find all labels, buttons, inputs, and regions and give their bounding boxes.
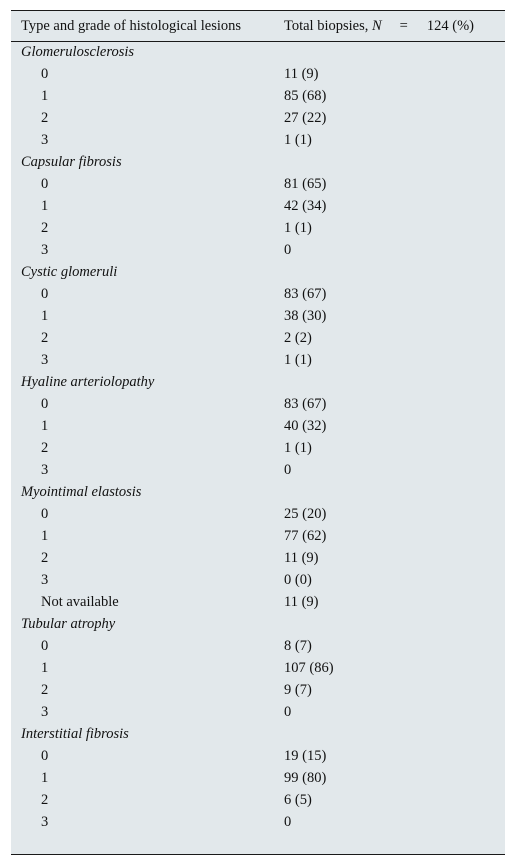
count-cell: 81 (65) bbox=[284, 176, 327, 192]
grade-cell: 2 bbox=[41, 682, 49, 698]
grade-cell: 2 bbox=[41, 220, 49, 236]
grade-cell: 1 bbox=[41, 88, 49, 104]
count-cell: 0 bbox=[284, 814, 292, 830]
table-body bbox=[11, 42, 505, 834]
table-row bbox=[11, 64, 505, 86]
section-row bbox=[11, 724, 505, 746]
table-row bbox=[11, 350, 505, 372]
count-cell: 107 (86) bbox=[284, 660, 334, 676]
section-row bbox=[11, 262, 505, 284]
grade-cell: 3 bbox=[41, 814, 49, 830]
section-row bbox=[11, 614, 505, 636]
section-row bbox=[11, 42, 505, 64]
table-row bbox=[11, 108, 505, 130]
grade-cell: 1 bbox=[41, 660, 49, 676]
table-row bbox=[11, 592, 505, 614]
grade-cell: 3 bbox=[41, 352, 49, 368]
count-cell: 6 (5) bbox=[284, 792, 312, 808]
count-cell: 8 (7) bbox=[284, 638, 312, 654]
header-total-var: N bbox=[372, 18, 382, 34]
count-cell: 25 (20) bbox=[284, 506, 327, 522]
grade-cell: 1 bbox=[41, 418, 49, 434]
count-cell: 1 (1) bbox=[284, 352, 312, 368]
grade-cell: 1 bbox=[41, 770, 49, 786]
table-row bbox=[11, 702, 505, 724]
count-cell: 99 (80) bbox=[284, 770, 327, 786]
header-lesion-type: Type and grade of histological lesions bbox=[21, 18, 242, 34]
grade-cell: 3 bbox=[41, 242, 49, 258]
count-cell: 42 (34) bbox=[284, 198, 327, 214]
table-row bbox=[11, 812, 505, 834]
section-title: Cystic glomeruli bbox=[21, 264, 118, 280]
grade-cell: 0 bbox=[41, 286, 49, 302]
grade-cell: 3 bbox=[41, 132, 49, 148]
grade-cell: 0 bbox=[41, 66, 49, 82]
count-cell: 9 (7) bbox=[284, 682, 312, 698]
table-row bbox=[11, 394, 505, 416]
table-row bbox=[11, 86, 505, 108]
table-header bbox=[11, 11, 505, 42]
table-row bbox=[11, 174, 505, 196]
section-row bbox=[11, 372, 505, 394]
count-cell: 85 (68) bbox=[284, 88, 327, 104]
count-cell: 1 (1) bbox=[284, 220, 312, 236]
grade-cell: 2 bbox=[41, 330, 49, 346]
count-cell: 11 (9) bbox=[284, 550, 319, 566]
section-row bbox=[11, 482, 505, 504]
table-row bbox=[11, 416, 505, 438]
table-row bbox=[11, 636, 505, 658]
section-title: Capsular fibrosis bbox=[21, 154, 122, 170]
grade-cell: 2 bbox=[41, 550, 49, 566]
count-cell: 19 (15) bbox=[284, 748, 327, 764]
section-title: Myointimal elastosis bbox=[21, 484, 142, 500]
table-row bbox=[11, 504, 505, 526]
count-cell: 11 (9) bbox=[284, 66, 319, 82]
header-total-eq: = bbox=[399, 18, 408, 34]
grade-cell: 0 bbox=[41, 396, 49, 412]
grade-cell: 3 bbox=[41, 572, 49, 588]
grade-cell: 1 bbox=[41, 198, 49, 214]
table-row bbox=[11, 306, 505, 328]
grade-cell: 0 bbox=[41, 748, 49, 764]
count-cell: 1 (1) bbox=[284, 440, 312, 456]
count-cell: 27 (22) bbox=[284, 110, 327, 126]
grade-cell: 0 bbox=[41, 638, 49, 654]
header-total-biopsies bbox=[284, 18, 474, 35]
table-row bbox=[11, 218, 505, 240]
count-cell: 1 (1) bbox=[284, 132, 312, 148]
count-cell: 0 bbox=[284, 242, 292, 258]
table-row bbox=[11, 548, 505, 570]
histology-table bbox=[11, 10, 505, 855]
grade-cell: 2 bbox=[41, 440, 49, 456]
table-row bbox=[11, 328, 505, 350]
grade-cell: Not available bbox=[41, 594, 119, 610]
count-cell: 0 bbox=[284, 704, 292, 720]
count-cell: 40 (32) bbox=[284, 418, 327, 434]
count-cell: 11 (9) bbox=[284, 594, 319, 610]
table-row bbox=[11, 240, 505, 262]
grade-cell: 2 bbox=[41, 110, 49, 126]
header-total-suffix: 124 (%) bbox=[426, 18, 474, 34]
table-row bbox=[11, 746, 505, 768]
grade-cell: 1 bbox=[41, 308, 49, 324]
table-row bbox=[11, 130, 505, 152]
count-cell: 83 (67) bbox=[284, 396, 327, 412]
table-row bbox=[11, 284, 505, 306]
table-row bbox=[11, 570, 505, 592]
count-cell: 83 (67) bbox=[284, 286, 327, 302]
grade-cell: 2 bbox=[41, 792, 49, 808]
count-cell: 0 bbox=[284, 462, 292, 478]
section-row bbox=[11, 152, 505, 174]
section-title: Interstitial fibrosis bbox=[21, 726, 129, 742]
table-row bbox=[11, 658, 505, 680]
table-row bbox=[11, 790, 505, 812]
grade-cell: 0 bbox=[41, 506, 49, 522]
table-row bbox=[11, 680, 505, 702]
section-title: Hyaline arteriolopathy bbox=[21, 374, 155, 390]
table-row bbox=[11, 768, 505, 790]
table-row bbox=[11, 438, 505, 460]
section-title: Glomerulosclerosis bbox=[21, 44, 135, 60]
count-cell: 77 (62) bbox=[284, 528, 327, 544]
table-row bbox=[11, 196, 505, 218]
table-row bbox=[11, 460, 505, 482]
header-total-prefix: Total biopsies, bbox=[284, 18, 372, 34]
table-row bbox=[11, 526, 505, 548]
grade-cell: 0 bbox=[41, 176, 49, 192]
grade-cell: 1 bbox=[41, 528, 49, 544]
count-cell: 2 (2) bbox=[284, 330, 312, 346]
grade-cell: 3 bbox=[41, 704, 49, 720]
count-cell: 0 (0) bbox=[284, 572, 312, 588]
count-cell: 38 (30) bbox=[284, 308, 327, 324]
section-title: Tubular atrophy bbox=[21, 616, 116, 632]
grade-cell: 3 bbox=[41, 462, 49, 478]
